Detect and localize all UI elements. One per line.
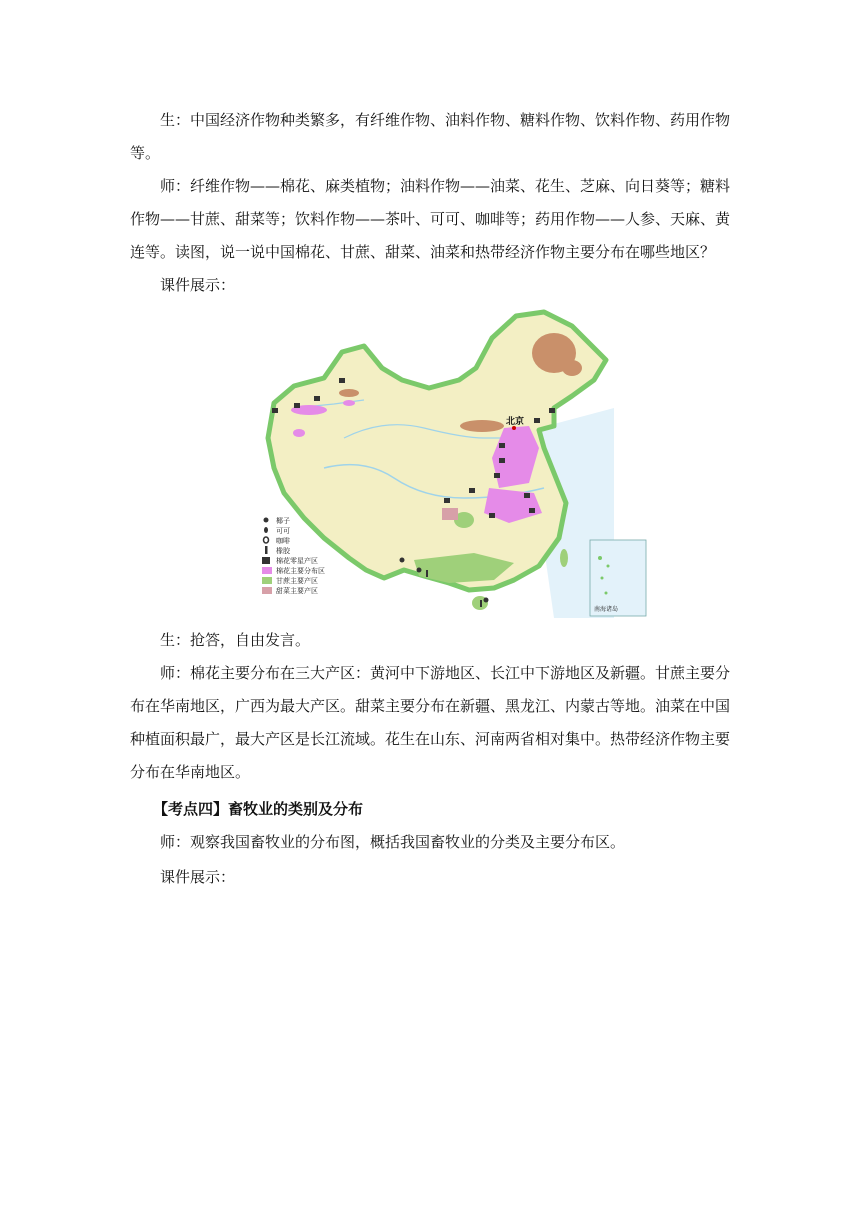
map-svg (254, 308, 619, 618)
legend-coffee: 咖啡 (276, 537, 290, 545)
legend-cotton-main: 棉花主要分布区 (276, 567, 325, 575)
legend-cocoa: 可可 (276, 527, 290, 535)
paragraph-student-answer: 生：中国经济作物种类繁多，有纤维作物、油料作物、糖料作物、饮料作物、药用作物等。 (130, 111, 731, 162)
beijing-label: 北京 (506, 417, 525, 427)
paragraph-teacher-instruction: 师：观察我国畜牧业的分布图，概括我国畜牧业的分类及主要分布区。 (160, 833, 626, 851)
legend-sugarcane: 甘蔗主要产区 (276, 577, 318, 585)
sugarbeet-area-inner-mongolia (460, 420, 504, 432)
paragraph-courseware-1: 课件展示： (160, 276, 236, 294)
inset-label: 南海诸岛 (594, 606, 619, 613)
legend-coconut: 椰子 (276, 517, 290, 525)
legend-sugarbeet: 甜菜主要产区 (276, 587, 318, 595)
south-china-sea-inset (590, 540, 646, 616)
paragraph-teacher-explanation: 师：纤维作物——棉花、麻类植物；油料作物——油菜、花生、芝麻、向日葵等；糖料作物——甘蔗、甜菜等；饮料作物——茶叶、可可、咖啡等；药用作物——人参、天麻、黄连等。读图，说一说中国棉花、甘蔗、甜菜、油菜和热带经济作物主要分布在哪些地区？ (130, 177, 731, 261)
legend-rubber: 橡胶 (276, 547, 290, 555)
china-cash-crops-map (254, 308, 619, 618)
paragraph-student-response: 生：抢答，自由发言。 (160, 631, 311, 649)
paragraph-courseware-2: 课件展示： (160, 868, 236, 886)
paragraph-teacher-summary: 师：棉花主要分布在三大产区：黄河中下游地区、长江中下游地区及新疆。甘蔗主要分布在华南地区，广西为最大产区。甜菜主要分布在新疆、黑龙江、内蒙古等地。油菜在中国种植面积最广，最大产区是长江流域。花生在山东、河南两省相对集中。热带经济作物主要分布在华南地区。 (130, 664, 731, 781)
taiwan-island (560, 549, 568, 567)
legend-cotton-scattered: 棉花零星产区 (276, 557, 318, 565)
section-heading: 【考点四】畜牧业的类别及分布 (153, 800, 364, 818)
